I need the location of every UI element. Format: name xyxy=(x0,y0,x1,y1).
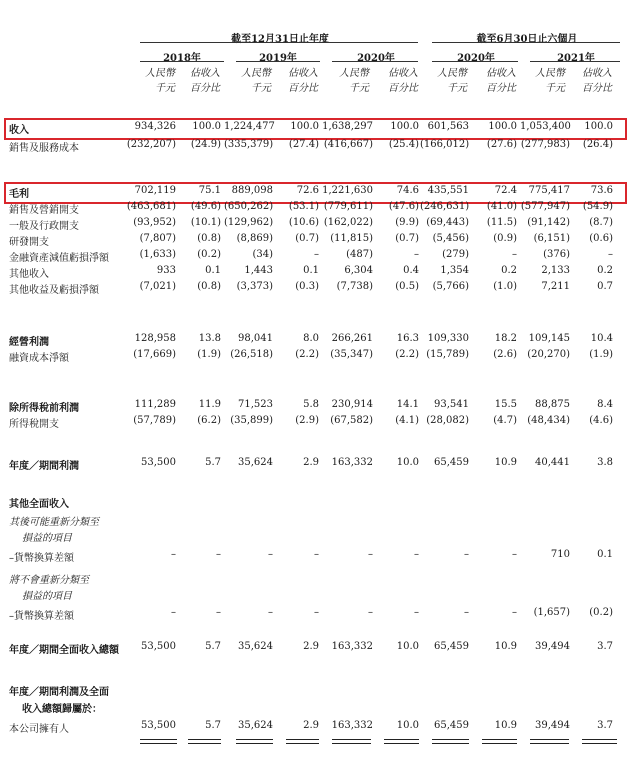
table-cell: (279) xyxy=(442,249,469,260)
table-cell: 53,500 xyxy=(141,457,176,468)
table-cell: (28,082) xyxy=(426,415,469,426)
header-group-rule xyxy=(432,42,620,43)
row-label: 所得稅開支 xyxy=(9,419,59,430)
table-cell: (650,262) xyxy=(224,201,274,212)
table-cell: (10.6) xyxy=(288,217,319,228)
table-cell: 889,098 xyxy=(231,185,273,196)
table-row xyxy=(0,120,637,136)
table-cell: (2.6) xyxy=(493,349,517,360)
table-cell: (5,766) xyxy=(432,281,469,292)
table-cell: (47.6) xyxy=(388,201,419,212)
table-cell: 100.0 xyxy=(390,121,419,132)
table-cell: (26,518) xyxy=(230,349,273,360)
table-cell: 93,541 xyxy=(434,399,469,410)
row-label: 損益的項目 xyxy=(22,533,72,544)
table-cell: 75.1 xyxy=(198,185,221,196)
table-row xyxy=(0,414,637,430)
double-underline xyxy=(582,739,617,744)
table-cell: 65,459 xyxy=(434,720,469,731)
year-rule xyxy=(432,61,518,62)
table-cell: 100.0 xyxy=(584,121,613,132)
double-underline xyxy=(140,739,177,744)
table-cell: – xyxy=(314,549,319,560)
header-group-year-end: 截至12月31日止年度 xyxy=(231,34,329,45)
row-label: 銷售及營銷開支 xyxy=(9,205,79,216)
table-cell: 10.9 xyxy=(494,457,517,468)
table-cell: (487) xyxy=(346,249,373,260)
table-cell: 10.9 xyxy=(494,641,517,652)
table-cell: 39,494 xyxy=(535,641,570,652)
table-cell: (0.5) xyxy=(395,281,419,292)
table-cell: 230,914 xyxy=(331,399,373,410)
table-cell: 100.0 xyxy=(488,121,517,132)
row-label: 融資成本淨額 xyxy=(9,353,69,364)
table-cell: (0.7) xyxy=(295,233,319,244)
table-cell: 98,041 xyxy=(238,333,273,344)
table-row xyxy=(0,216,637,232)
table-row xyxy=(0,264,637,280)
row-label: 經營利潤 xyxy=(9,337,49,348)
table-row xyxy=(0,719,637,735)
table-cell: (67,582) xyxy=(330,415,373,426)
table-row xyxy=(0,280,637,296)
row-label: 其他收入 xyxy=(9,269,49,280)
unit-label: 人民幣 千元 xyxy=(437,68,467,94)
table-cell: 435,551 xyxy=(427,185,469,196)
table-cell: (0.9) xyxy=(493,233,517,244)
double-underline xyxy=(384,739,419,744)
table-cell: 111,289 xyxy=(134,399,176,410)
table-cell: 5.8 xyxy=(303,399,319,410)
table-row xyxy=(0,570,637,586)
table-row xyxy=(0,699,637,715)
table-cell: (7,021) xyxy=(139,281,176,292)
table-cell: – xyxy=(512,549,517,560)
table-cell: – xyxy=(216,607,221,618)
table-cell: (232,207) xyxy=(126,139,176,150)
table-cell: 18.2 xyxy=(494,333,517,344)
table-row xyxy=(0,138,637,154)
double-underline xyxy=(530,739,569,744)
unit-label: 佔收入 百分比 xyxy=(288,68,318,94)
row-label: 年度／期間全面收入總額 xyxy=(9,645,119,656)
table-cell: 2,133 xyxy=(541,265,570,276)
table-cell: 266,261 xyxy=(331,333,373,344)
table-cell: (166,012) xyxy=(420,139,470,150)
row-label: 其他全面收入 xyxy=(9,499,69,510)
table-cell: 40,441 xyxy=(535,457,570,468)
table-cell: 3.7 xyxy=(597,641,613,652)
table-cell: 2.9 xyxy=(303,457,319,468)
table-cell: (376) xyxy=(543,249,570,260)
row-label: 研發開支 xyxy=(9,237,49,248)
table-cell: (24.9) xyxy=(190,139,221,150)
table-cell: 109,145 xyxy=(528,333,570,344)
table-cell: 10.0 xyxy=(396,641,419,652)
table-row xyxy=(0,348,637,364)
table-cell: 8.0 xyxy=(303,333,319,344)
year-header: 2021年 xyxy=(557,53,595,64)
table-cell: 1,053,400 xyxy=(520,121,571,132)
row-label: 一般及行政開支 xyxy=(9,221,79,232)
table-cell: (49.6) xyxy=(190,201,221,212)
table-cell: (463,681) xyxy=(126,201,176,212)
table-cell: (2.9) xyxy=(295,415,319,426)
table-cell: – xyxy=(171,607,176,618)
table-cell: – xyxy=(464,607,469,618)
header-group-rule xyxy=(140,42,418,43)
table-cell: (35,347) xyxy=(330,349,373,360)
table-cell: 163,332 xyxy=(331,457,373,468)
table-cell: 10.4 xyxy=(590,333,613,344)
table-cell: 11.9 xyxy=(198,399,221,410)
table-cell: – xyxy=(314,607,319,618)
year-rule xyxy=(530,61,620,62)
table-cell: 109,330 xyxy=(427,333,469,344)
table-cell: (35,899) xyxy=(230,415,273,426)
table-cell: (91,142) xyxy=(527,217,570,228)
table-cell: – xyxy=(608,249,613,260)
table-cell: (1.0) xyxy=(493,281,517,292)
row-label: 收入 xyxy=(9,125,29,136)
table-cell: 0.2 xyxy=(597,265,613,276)
table-cell: (2.2) xyxy=(395,349,419,360)
double-underline xyxy=(432,739,469,744)
table-cell: (8.7) xyxy=(589,217,613,228)
table-cell: (1,657) xyxy=(533,607,570,618)
table-cell: 3.8 xyxy=(597,457,613,468)
table-cell: 5.7 xyxy=(205,720,221,731)
table-row xyxy=(0,332,637,348)
table-cell: (53.1) xyxy=(288,201,319,212)
unit-label: 佔收入 百分比 xyxy=(388,68,418,94)
table-cell: 1,224,477 xyxy=(224,121,275,132)
table-row xyxy=(0,494,637,510)
table-cell: 35,624 xyxy=(238,457,273,468)
table-cell: 53,500 xyxy=(141,720,176,731)
table-cell: 10.0 xyxy=(396,457,419,468)
table-cell: 72.4 xyxy=(494,185,517,196)
table-cell: 1,443 xyxy=(244,265,273,276)
table-cell: – xyxy=(368,607,373,618)
table-cell: (129,962) xyxy=(224,217,274,228)
table-cell: (48,434) xyxy=(527,415,570,426)
table-cell: – xyxy=(216,549,221,560)
row-label: –貨幣換算差額 xyxy=(9,553,74,564)
table-cell: (27.4) xyxy=(288,139,319,150)
table-cell: 702,119 xyxy=(134,185,176,196)
row-label: 年度／期間利潤及全面 xyxy=(9,687,109,698)
table-cell: 71,523 xyxy=(238,399,273,410)
row-label: 金融資產減值虧損淨額 xyxy=(9,253,109,264)
table-cell: (10.1) xyxy=(190,217,221,228)
table-row xyxy=(0,606,637,622)
table-cell: (577,947) xyxy=(520,201,570,212)
row-label: 損益的項目 xyxy=(22,591,72,602)
double-underline xyxy=(236,739,273,744)
table-row xyxy=(0,682,637,698)
table-cell: 65,459 xyxy=(434,641,469,652)
table-cell: (20,270) xyxy=(527,349,570,360)
table-cell: (34) xyxy=(252,249,273,260)
row-label: 除所得稅前利潤 xyxy=(9,403,79,414)
unit-label: 佔收入 百分比 xyxy=(582,68,612,94)
table-cell: 10.0 xyxy=(396,720,419,731)
table-cell: 5.7 xyxy=(205,641,221,652)
table-cell: 775,417 xyxy=(528,185,570,196)
table-cell: 0.1 xyxy=(205,265,221,276)
table-cell: 0.1 xyxy=(597,549,613,560)
table-cell: – xyxy=(414,249,419,260)
table-cell: (41.0) xyxy=(486,201,517,212)
table-cell: – xyxy=(512,607,517,618)
unit-label: 人民幣 千元 xyxy=(339,68,369,94)
table-cell: 100.0 xyxy=(290,121,319,132)
table-cell: (11,815) xyxy=(330,233,373,244)
table-cell: (11.5) xyxy=(486,217,517,228)
table-row xyxy=(0,512,637,528)
table-cell: (0.8) xyxy=(197,281,221,292)
table-cell: 53,500 xyxy=(141,641,176,652)
table-cell: 15.5 xyxy=(494,399,517,410)
double-underline xyxy=(482,739,517,744)
table-cell: (2.2) xyxy=(295,349,319,360)
table-cell: – xyxy=(314,249,319,260)
table-cell: (0.2) xyxy=(589,607,613,618)
table-row xyxy=(0,184,637,200)
table-cell: (3,373) xyxy=(236,281,273,292)
table-cell: 6,304 xyxy=(344,265,373,276)
table-cell: 934,326 xyxy=(134,121,176,132)
table-cell: (25.4) xyxy=(388,139,419,150)
row-label: 收入總額歸屬於： xyxy=(22,704,102,715)
table-cell: 0.1 xyxy=(303,265,319,276)
table-cell: – xyxy=(368,549,373,560)
table-cell: (17,669) xyxy=(133,349,176,360)
table-cell: 2.9 xyxy=(303,720,319,731)
year-rule xyxy=(332,61,418,62)
table-cell: (335,379) xyxy=(224,139,274,150)
table-cell: 10.9 xyxy=(494,720,517,731)
table-cell: – xyxy=(268,607,273,618)
table-cell: 13.8 xyxy=(198,333,221,344)
table-cell: 163,332 xyxy=(331,720,373,731)
table-cell: 163,332 xyxy=(331,641,373,652)
table-cell: 128,958 xyxy=(134,333,176,344)
table-cell: 7,211 xyxy=(541,281,570,292)
table-cell: (26.4) xyxy=(582,139,613,150)
table-cell: – xyxy=(414,549,419,560)
table-cell: 39,494 xyxy=(535,720,570,731)
table-cell: 933 xyxy=(156,265,176,276)
row-label: 銷售及服務成本 xyxy=(9,143,79,154)
year-header: 2020年 xyxy=(357,53,395,64)
unit-label: 佔收入 百分比 xyxy=(486,68,516,94)
table-cell: 0.4 xyxy=(403,265,419,276)
table-row xyxy=(0,528,637,544)
row-label: 本公司擁有人 xyxy=(9,724,69,735)
table-cell: – xyxy=(512,249,517,260)
table-cell: 3.7 xyxy=(597,720,613,731)
table-cell: 16.3 xyxy=(396,333,419,344)
table-cell: (6,151) xyxy=(533,233,570,244)
year-rule xyxy=(140,61,224,62)
table-cell: 0.2 xyxy=(501,265,517,276)
table-cell: 1,221,630 xyxy=(322,185,373,196)
table-cell: (4.7) xyxy=(493,415,517,426)
table-cell: (277,983) xyxy=(520,139,570,150)
table-cell: 601,563 xyxy=(427,121,469,132)
year-header: 2020年 xyxy=(457,53,495,64)
table-cell: (6.2) xyxy=(197,415,221,426)
table-cell: 710 xyxy=(550,549,570,560)
table-cell: (4.1) xyxy=(395,415,419,426)
table-cell: (93,952) xyxy=(133,217,176,228)
unit-label: 人民幣 千元 xyxy=(241,68,271,94)
row-label: –貨幣換算差額 xyxy=(9,611,74,622)
table-cell: (15,789) xyxy=(426,349,469,360)
table-row xyxy=(0,640,637,656)
table-cell: (162,022) xyxy=(323,217,373,228)
table-cell: (416,667) xyxy=(323,139,373,150)
table-cell: 14.1 xyxy=(396,399,419,410)
unit-label: 人民幣 千元 xyxy=(145,68,175,94)
table-cell: (0.2) xyxy=(197,249,221,260)
table-cell: 35,624 xyxy=(238,720,273,731)
table-row xyxy=(0,548,637,564)
table-cell: 100.0 xyxy=(192,121,221,132)
unit-label: 人民幣 千元 xyxy=(535,68,565,94)
table-cell: (0.8) xyxy=(197,233,221,244)
double-underline xyxy=(188,739,221,744)
table-cell: (57,789) xyxy=(133,415,176,426)
table-cell: (0.6) xyxy=(589,233,613,244)
table-cell: (54.9) xyxy=(582,201,613,212)
table-cell: 88,875 xyxy=(535,399,570,410)
table-cell: 8.4 xyxy=(597,399,613,410)
table-cell: 1,638,297 xyxy=(322,121,373,132)
table-row xyxy=(0,398,637,414)
row-label: 其後可能重新分類至 xyxy=(9,517,99,528)
header-group-six-months: 截至6月30日止六個月 xyxy=(476,34,578,45)
table-cell: 65,459 xyxy=(434,457,469,468)
year-rule xyxy=(236,61,320,62)
double-underline xyxy=(332,739,371,744)
row-label: 毛利 xyxy=(9,189,29,200)
table-cell: 74.6 xyxy=(396,185,419,196)
table-cell: – xyxy=(464,549,469,560)
table-cell: (1.9) xyxy=(589,349,613,360)
table-cell: 1,354 xyxy=(440,265,469,276)
table-cell: (0.3) xyxy=(295,281,319,292)
table-cell: (7,807) xyxy=(139,233,176,244)
table-cell: – xyxy=(414,607,419,618)
table-row xyxy=(0,200,637,216)
year-header: 2019年 xyxy=(259,53,297,64)
table-cell: (1.9) xyxy=(197,349,221,360)
table-cell: (69,443) xyxy=(426,217,469,228)
table-cell: – xyxy=(171,549,176,560)
table-row xyxy=(0,248,637,264)
table-cell: (5,456) xyxy=(432,233,469,244)
table-row xyxy=(0,232,637,248)
row-label: 其他收益及虧損淨額 xyxy=(9,285,99,296)
table-cell: 0.7 xyxy=(597,281,613,292)
table-cell: (27.6) xyxy=(486,139,517,150)
unit-label: 佔收入 百分比 xyxy=(190,68,220,94)
table-cell: (8,869) xyxy=(236,233,273,244)
table-cell: (4.6) xyxy=(589,415,613,426)
table-cell: (7,738) xyxy=(336,281,373,292)
table-cell: (1,633) xyxy=(139,249,176,260)
table-cell: 73.6 xyxy=(590,185,613,196)
row-label: 年度／期間利潤 xyxy=(9,461,79,472)
table-cell: (779,611) xyxy=(323,201,373,212)
table-cell: 72.6 xyxy=(296,185,319,196)
table-cell: 35,624 xyxy=(238,641,273,652)
row-label: 將不會重新分類至 xyxy=(9,575,89,586)
year-header: 2018年 xyxy=(163,53,201,64)
table-cell: 5.7 xyxy=(205,457,221,468)
table-cell: – xyxy=(268,549,273,560)
table-cell: (0.7) xyxy=(395,233,419,244)
table-row xyxy=(0,586,637,602)
table-cell: 2.9 xyxy=(303,641,319,652)
table-row xyxy=(0,456,637,472)
table-cell: (9.9) xyxy=(395,217,419,228)
double-underline xyxy=(286,739,319,744)
table-cell: (246,631) xyxy=(420,201,470,212)
